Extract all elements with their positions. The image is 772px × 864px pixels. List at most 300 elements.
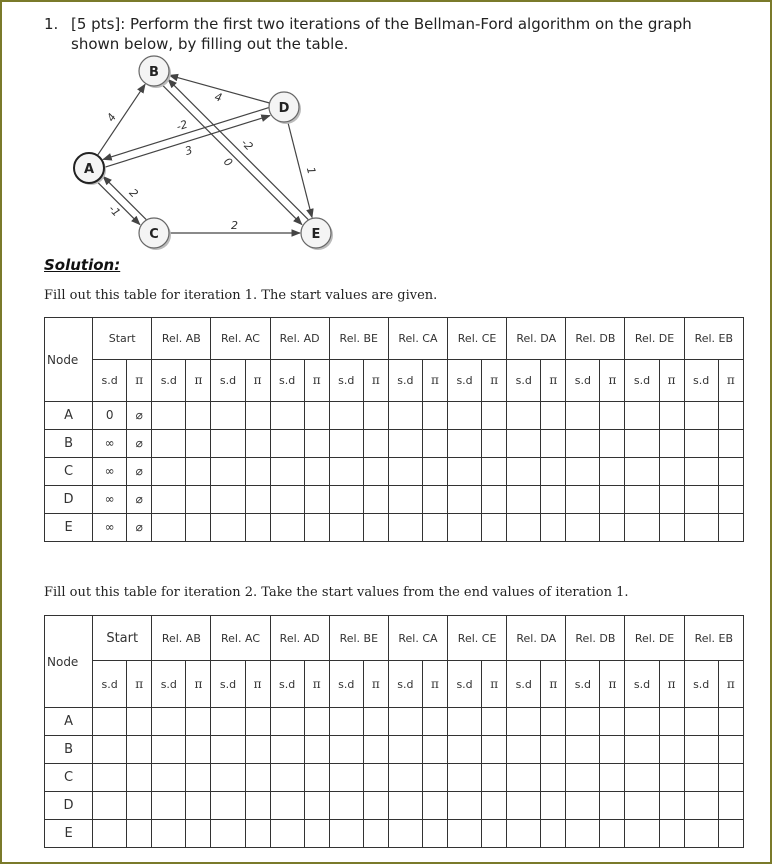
predecessor-cell[interactable] (363, 792, 388, 820)
predecessor-cell[interactable] (541, 430, 566, 458)
predecessor-cell[interactable] (600, 792, 625, 820)
distance-cell[interactable] (625, 736, 659, 764)
predecessor-cell[interactable] (541, 486, 566, 514)
distance-subheader: s.d (388, 661, 422, 708)
predecessor-cell[interactable] (245, 458, 270, 486)
predecessor-cell[interactable] (363, 486, 388, 514)
distance-cell[interactable] (388, 792, 422, 820)
predecessor-cell[interactable] (718, 708, 743, 736)
predecessor-cell[interactable] (541, 402, 566, 430)
distance-cell[interactable] (507, 430, 541, 458)
predecessor-cell[interactable] (718, 402, 743, 430)
distance-cell[interactable] (566, 820, 600, 848)
predecessor-cell[interactable] (600, 430, 625, 458)
predecessor-cell[interactable] (482, 514, 507, 542)
distance-subheader: s.d (211, 661, 245, 708)
node-label: D (278, 101, 290, 116)
distance-cell[interactable] (625, 402, 659, 430)
predecessor-cell[interactable] (422, 820, 447, 848)
distance-subheader: s.d (684, 661, 718, 708)
distance-cell[interactable] (93, 736, 127, 764)
distance-cell[interactable] (211, 792, 245, 820)
predecessor-cell[interactable] (482, 708, 507, 736)
distance-cell[interactable] (329, 764, 363, 792)
column-group-header: Rel. CE (448, 318, 507, 360)
distance-cell[interactable] (625, 764, 659, 792)
distance-cell[interactable]: 0 (93, 402, 127, 430)
distance-cell[interactable] (388, 458, 422, 486)
predecessor-cell[interactable] (659, 514, 684, 542)
predecessor-cell[interactable] (245, 486, 270, 514)
distance-cell[interactable] (152, 792, 186, 820)
predecessor-cell[interactable] (245, 736, 270, 764)
predecessor-cell[interactable] (304, 792, 329, 820)
node-label: A (83, 162, 95, 177)
predecessor-cell[interactable] (127, 764, 152, 792)
predecessor-cell[interactable] (186, 514, 211, 542)
distance-cell[interactable] (684, 820, 718, 848)
predecessor-cell[interactable] (422, 736, 447, 764)
predecessor-cell[interactable] (482, 458, 507, 486)
predecessor-cell[interactable]: ⌀ (127, 430, 152, 458)
distance-cell[interactable] (388, 708, 422, 736)
predecessor-cell[interactable] (541, 514, 566, 542)
distance-cell[interactable] (507, 458, 541, 486)
distance-cell[interactable] (270, 792, 304, 820)
predecessor-cell[interactable] (600, 820, 625, 848)
table-row (45, 402, 744, 430)
distance-cell[interactable] (625, 792, 659, 820)
table-row (45, 430, 744, 458)
distance-cell[interactable] (566, 764, 600, 792)
predecessor-cell[interactable] (422, 430, 447, 458)
edge-weight-EB: -2 (238, 136, 256, 154)
predecessor-cell[interactable] (363, 820, 388, 848)
column-group-header: Rel. DA (507, 318, 566, 360)
graph-node-B (139, 56, 171, 88)
distance-cell[interactable] (270, 458, 304, 486)
predecessor-cell[interactable] (304, 514, 329, 542)
distance-cell[interactable] (388, 820, 422, 848)
distance-cell[interactable] (270, 736, 304, 764)
predecessor-cell[interactable] (422, 764, 447, 792)
distance-cell[interactable] (448, 430, 482, 458)
predecessor-cell[interactable] (304, 458, 329, 486)
distance-cell[interactable] (329, 820, 363, 848)
distance-cell[interactable] (448, 820, 482, 848)
predecessor-cell[interactable] (718, 792, 743, 820)
predecessor-subheader: π (718, 360, 743, 402)
predecessor-cell[interactable] (186, 458, 211, 486)
distance-cell[interactable] (684, 792, 718, 820)
distance-cell[interactable] (93, 792, 127, 820)
predecessor-cell[interactable] (422, 708, 447, 736)
predecessor-cell[interactable] (363, 402, 388, 430)
predecessor-cell[interactable] (304, 820, 329, 848)
distance-subheader: s.d (329, 360, 363, 402)
distance-cell[interactable] (388, 430, 422, 458)
solution-heading: Solution: (44, 256, 121, 274)
node-cell: D (45, 486, 93, 514)
question-text: [5 pts]: Perform the first two iterations of the Bellman-Ford algorithm on the graph shown below, by filling out the table. (71, 15, 692, 53)
column-group-header: Rel. EB (684, 318, 743, 360)
distance-cell[interactable] (211, 486, 245, 514)
predecessor-cell[interactable] (304, 736, 329, 764)
predecessor-subheader: π (422, 661, 447, 708)
edge-weight-CE: 2 (231, 219, 238, 232)
predecessor-cell[interactable] (659, 764, 684, 792)
predecessor-cell[interactable] (541, 792, 566, 820)
distance-cell[interactable] (270, 708, 304, 736)
column-group-header: Rel. CE (448, 616, 507, 661)
distance-cell[interactable] (566, 458, 600, 486)
distance-cell[interactable] (329, 736, 363, 764)
predecessor-cell[interactable] (600, 708, 625, 736)
distance-cell[interactable] (93, 764, 127, 792)
distance-cell[interactable] (388, 736, 422, 764)
predecessor-cell[interactable] (600, 736, 625, 764)
distance-cell[interactable] (566, 486, 600, 514)
graph-edge-AB (97, 84, 145, 155)
predecessor-cell[interactable] (186, 736, 211, 764)
column-group-header: Rel. AB (152, 318, 211, 360)
predecessor-cell[interactable] (541, 820, 566, 848)
predecessor-subheader: π (659, 661, 684, 708)
predecessor-cell[interactable] (422, 458, 447, 486)
distance-cell[interactable] (566, 514, 600, 542)
predecessor-cell[interactable] (600, 458, 625, 486)
distance-cell[interactable] (684, 708, 718, 736)
predecessor-cell[interactable] (363, 458, 388, 486)
distance-cell[interactable] (625, 820, 659, 848)
distance-cell[interactable] (507, 764, 541, 792)
predecessor-subheader: π (186, 360, 211, 402)
predecessor-cell[interactable] (659, 736, 684, 764)
edge-weight-DE: 1 (303, 165, 319, 176)
distance-cell[interactable] (507, 736, 541, 764)
distance-cell[interactable]: ∞ (93, 486, 127, 514)
predecessor-cell[interactable] (482, 792, 507, 820)
predecessor-subheader: π (541, 661, 566, 708)
distance-cell[interactable] (448, 764, 482, 792)
node-cell: C (45, 458, 93, 486)
node-cell: E (45, 514, 93, 542)
distance-subheader: s.d (211, 360, 245, 402)
distance-cell[interactable] (684, 764, 718, 792)
distance-cell[interactable] (152, 736, 186, 764)
distance-subheader: s.d (566, 661, 600, 708)
distance-cell[interactable] (329, 792, 363, 820)
distance-cell[interactable] (684, 736, 718, 764)
distance-cell[interactable] (270, 486, 304, 514)
predecessor-cell[interactable] (718, 736, 743, 764)
predecessor-cell[interactable] (186, 820, 211, 848)
distance-subheader: s.d (448, 661, 482, 708)
distance-subheader: s.d (329, 661, 363, 708)
column-group-header: Rel. DB (566, 616, 625, 661)
column-group-header: Rel. EB (684, 616, 743, 661)
distance-cell[interactable] (507, 708, 541, 736)
distance-subheader: s.d (566, 360, 600, 402)
predecessor-cell[interactable] (482, 820, 507, 848)
predecessor-cell[interactable] (127, 708, 152, 736)
distance-cell[interactable] (684, 486, 718, 514)
predecessor-cell[interactable] (363, 764, 388, 792)
predecessor-cell[interactable] (186, 402, 211, 430)
table-row (45, 458, 744, 486)
distance-cell[interactable] (270, 402, 304, 430)
node-cell: B (45, 430, 93, 458)
predecessor-cell[interactable] (600, 402, 625, 430)
distance-cell[interactable] (152, 514, 186, 542)
edge-weight-AD: 3 (183, 143, 195, 158)
distance-cell[interactable] (211, 736, 245, 764)
distance-cell[interactable] (270, 764, 304, 792)
distance-cell[interactable] (329, 486, 363, 514)
weighted-directed-graph (62, 54, 342, 254)
distance-cell[interactable] (211, 764, 245, 792)
predecessor-subheader: π (718, 661, 743, 708)
distance-cell[interactable] (625, 486, 659, 514)
predecessor-cell[interactable] (245, 402, 270, 430)
predecessor-cell[interactable] (718, 430, 743, 458)
predecessor-cell[interactable] (304, 402, 329, 430)
predecessor-cell[interactable] (304, 430, 329, 458)
predecessor-cell[interactable] (659, 708, 684, 736)
predecessor-cell[interactable] (541, 764, 566, 792)
predecessor-cell[interactable] (718, 764, 743, 792)
predecessor-cell[interactable] (304, 486, 329, 514)
distance-subheader: s.d (270, 360, 304, 402)
edge-weight-AC: -1 (105, 202, 123, 220)
distance-cell[interactable] (566, 708, 600, 736)
predecessor-cell[interactable]: ⌀ (127, 486, 152, 514)
node-cell: A (45, 708, 93, 736)
predecessor-cell[interactable] (718, 514, 743, 542)
predecessor-cell[interactable] (245, 820, 270, 848)
distance-cell[interactable] (329, 458, 363, 486)
distance-cell[interactable] (684, 514, 718, 542)
column-group-header: Rel. BE (329, 616, 388, 661)
predecessor-cell[interactable] (541, 736, 566, 764)
distance-cell[interactable] (152, 764, 186, 792)
predecessor-cell[interactable] (363, 708, 388, 736)
distance-cell[interactable] (566, 402, 600, 430)
predecessor-cell[interactable] (718, 820, 743, 848)
predecessor-cell[interactable] (422, 486, 447, 514)
predecessor-cell[interactable] (718, 486, 743, 514)
table-row (45, 514, 744, 542)
graph-node-C (139, 218, 171, 250)
edge-weight-DA: -2 (174, 117, 190, 134)
predecessor-cell[interactable] (600, 486, 625, 514)
predecessor-cell[interactable] (245, 514, 270, 542)
column-group-header: Start (93, 318, 152, 360)
distance-cell[interactable] (507, 514, 541, 542)
distance-subheader: s.d (388, 360, 422, 402)
distance-subheader: s.d (507, 661, 541, 708)
predecessor-cell[interactable] (482, 486, 507, 514)
predecessor-cell[interactable] (186, 792, 211, 820)
distance-cell[interactable] (388, 514, 422, 542)
distance-cell[interactable] (152, 430, 186, 458)
distance-cell[interactable] (93, 820, 127, 848)
predecessor-subheader: π (363, 661, 388, 708)
distance-cell[interactable] (211, 458, 245, 486)
distance-cell[interactable] (388, 486, 422, 514)
distance-subheader: s.d (684, 360, 718, 402)
distance-cell[interactable] (448, 402, 482, 430)
predecessor-cell[interactable] (245, 430, 270, 458)
predecessor-cell[interactable]: ⌀ (127, 514, 152, 542)
distance-cell[interactable] (448, 514, 482, 542)
distance-cell[interactable] (388, 402, 422, 430)
predecessor-cell[interactable] (422, 792, 447, 820)
distance-cell[interactable] (93, 708, 127, 736)
edge-weight-AB: 4 (104, 111, 119, 125)
graph-node-A (74, 153, 106, 185)
node-label: E (311, 227, 321, 242)
distance-cell[interactable] (152, 820, 186, 848)
distance-cell[interactable] (152, 458, 186, 486)
distance-cell[interactable] (625, 708, 659, 736)
predecessor-subheader: π (127, 360, 152, 402)
predecessor-cell[interactable] (127, 820, 152, 848)
distance-cell[interactable] (684, 402, 718, 430)
predecessor-cell[interactable] (127, 792, 152, 820)
predecessor-cell[interactable]: ⌀ (127, 458, 152, 486)
predecessor-subheader: π (245, 360, 270, 402)
distance-cell[interactable] (329, 514, 363, 542)
column-group-header: Rel. AD (270, 318, 329, 360)
predecessor-cell[interactable] (245, 764, 270, 792)
predecessor-cell[interactable] (363, 514, 388, 542)
predecessor-cell[interactable] (363, 430, 388, 458)
distance-cell[interactable] (211, 820, 245, 848)
distance-cell[interactable]: ∞ (93, 514, 127, 542)
column-group-header: Start (93, 616, 152, 661)
predecessor-subheader: π (304, 360, 329, 402)
distance-cell[interactable] (329, 402, 363, 430)
distance-subheader: s.d (507, 360, 541, 402)
column-group-header: Rel. CA (388, 616, 447, 661)
predecessor-cell[interactable] (600, 514, 625, 542)
distance-cell[interactable] (448, 708, 482, 736)
distance-cell[interactable] (329, 430, 363, 458)
distance-cell[interactable] (566, 792, 600, 820)
predecessor-cell[interactable] (482, 736, 507, 764)
distance-cell[interactable] (507, 792, 541, 820)
predecessor-cell[interactable] (600, 764, 625, 792)
predecessor-cell[interactable] (245, 792, 270, 820)
iteration2-table (44, 615, 744, 848)
predecessor-subheader: π (127, 661, 152, 708)
column-group-header: Rel. CA (388, 318, 447, 360)
predecessor-cell[interactable] (186, 486, 211, 514)
distance-cell[interactable] (448, 736, 482, 764)
distance-cell[interactable] (684, 430, 718, 458)
distance-cell[interactable] (625, 430, 659, 458)
predecessor-cell[interactable] (541, 708, 566, 736)
predecessor-cell[interactable] (304, 764, 329, 792)
distance-cell[interactable] (448, 486, 482, 514)
distance-cell[interactable]: ∞ (93, 430, 127, 458)
node-header: Node (45, 318, 93, 402)
distance-cell[interactable] (329, 708, 363, 736)
predecessor-cell[interactable] (363, 736, 388, 764)
distance-cell[interactable] (152, 486, 186, 514)
predecessor-subheader: π (363, 360, 388, 402)
predecessor-cell[interactable] (482, 402, 507, 430)
distance-cell[interactable] (211, 708, 245, 736)
distance-cell[interactable] (211, 402, 245, 430)
predecessor-cell[interactable] (659, 458, 684, 486)
predecessor-cell[interactable] (482, 764, 507, 792)
distance-subheader: s.d (625, 661, 659, 708)
distance-cell[interactable] (270, 430, 304, 458)
table-row (45, 792, 744, 820)
distance-cell[interactable]: ∞ (93, 458, 127, 486)
predecessor-cell[interactable] (186, 708, 211, 736)
predecessor-cell[interactable] (659, 486, 684, 514)
distance-cell[interactable] (270, 514, 304, 542)
predecessor-cell[interactable] (659, 402, 684, 430)
predecessor-cell[interactable] (422, 514, 447, 542)
distance-cell[interactable] (625, 458, 659, 486)
distance-cell[interactable] (507, 402, 541, 430)
distance-cell[interactable] (448, 792, 482, 820)
predecessor-subheader: π (482, 661, 507, 708)
column-group-header: Rel. AB (152, 616, 211, 661)
distance-cell[interactable] (566, 736, 600, 764)
table-row (45, 764, 744, 792)
distance-cell[interactable] (684, 458, 718, 486)
column-group-header: Rel. DE (625, 616, 684, 661)
distance-cell[interactable] (448, 458, 482, 486)
column-group-header: Rel. AC (211, 318, 270, 360)
predecessor-cell[interactable] (245, 708, 270, 736)
predecessor-cell[interactable] (541, 458, 566, 486)
predecessor-cell[interactable] (127, 736, 152, 764)
predecessor-cell[interactable] (718, 458, 743, 486)
distance-cell[interactable] (211, 430, 245, 458)
predecessor-cell[interactable] (422, 402, 447, 430)
predecessor-cell[interactable] (304, 708, 329, 736)
distance-cell[interactable] (388, 764, 422, 792)
distance-cell[interactable] (270, 820, 304, 848)
predecessor-cell[interactable] (659, 430, 684, 458)
distance-cell[interactable] (507, 486, 541, 514)
predecessor-cell[interactable] (482, 430, 507, 458)
distance-cell[interactable] (625, 514, 659, 542)
distance-cell[interactable] (566, 430, 600, 458)
distance-cell[interactable] (211, 514, 245, 542)
predecessor-cell[interactable] (659, 792, 684, 820)
predecessor-cell[interactable]: ⌀ (127, 402, 152, 430)
distance-subheader: s.d (93, 661, 127, 708)
node-cell: D (45, 792, 93, 820)
edge-weight-DB: 4 (213, 90, 224, 105)
table1-instruction: Fill out this table for iteration 1. The start values are given. (44, 288, 438, 303)
predecessor-cell[interactable] (186, 764, 211, 792)
predecessor-subheader: π (659, 360, 684, 402)
distance-cell[interactable] (507, 820, 541, 848)
predecessor-cell[interactable] (659, 820, 684, 848)
distance-cell[interactable] (152, 708, 186, 736)
distance-cell[interactable] (152, 402, 186, 430)
node-cell: A (45, 402, 93, 430)
predecessor-cell[interactable] (186, 430, 211, 458)
